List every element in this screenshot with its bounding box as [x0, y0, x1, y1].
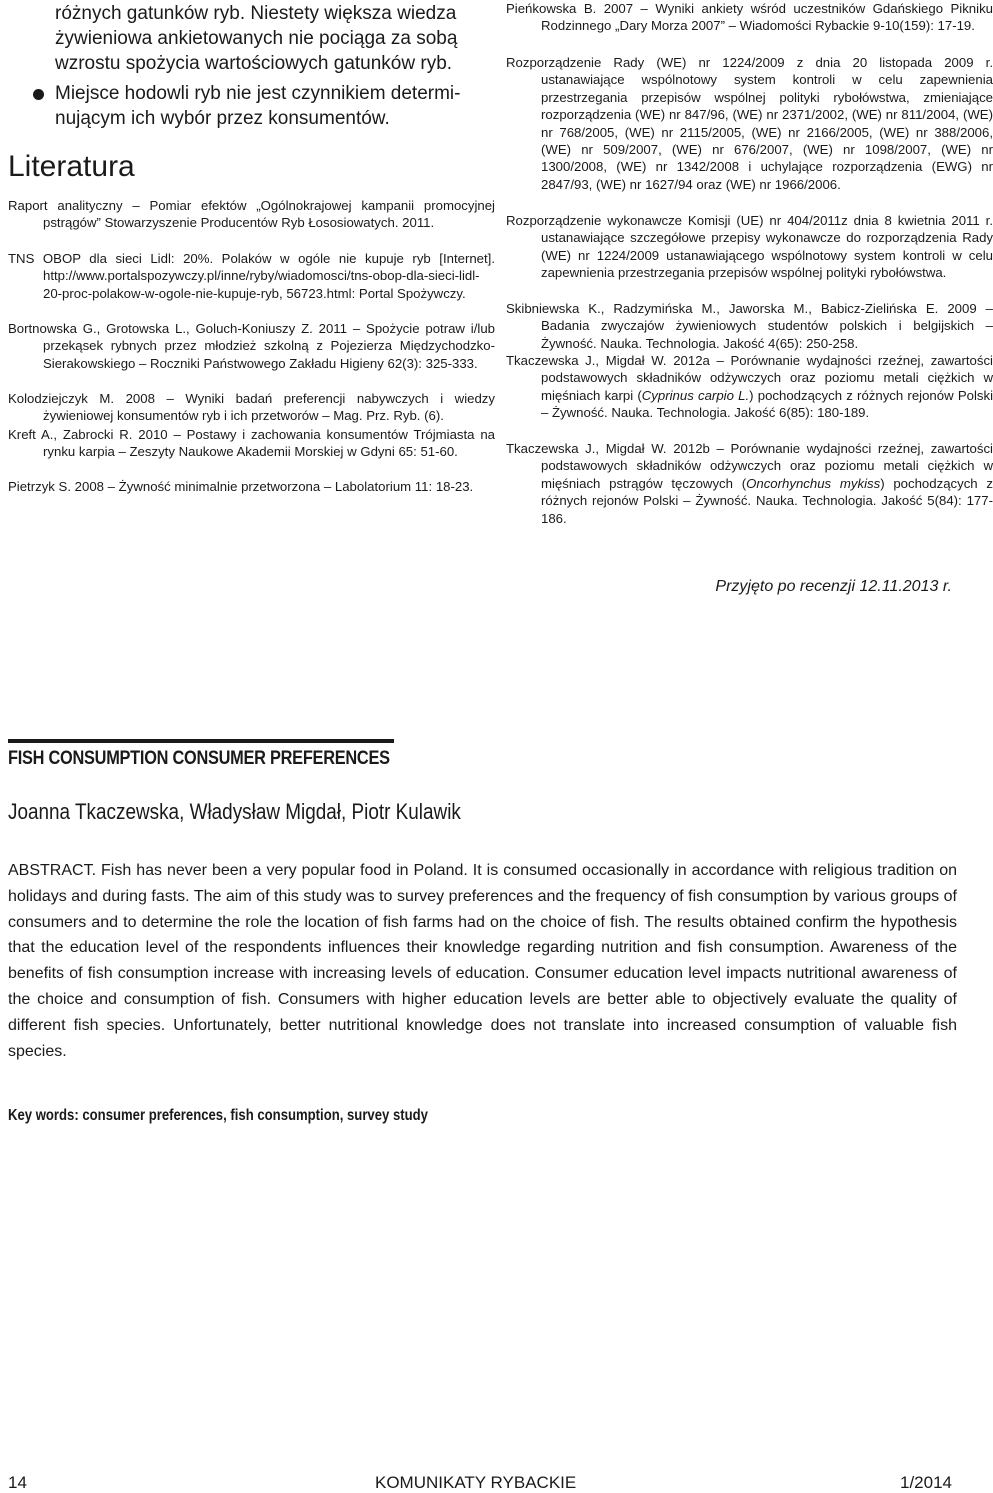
latin-species-name: Cyprinus carpio L. [641, 387, 750, 403]
conclusion-line: żywieniowa ankietowanych nie pociąga za sobą [55, 28, 458, 49]
reference-item: Rozporządzenie wykonawcze Komisji (UE) nr 404/2011z dnia 8 kwietnia 2011 r. ustanawiające szczegółowe przepisy wykonawcze do rozporządzenia Rady (WE) nr 1224/2009 ustanawiającego wspólnotowy system kontroli w celu zapewnienia przestrzegania przepisów wspólnej polityki rybołówstwa. [506, 213, 993, 281]
authors: Joanna Tkaczewska, Władysław Migdał, Piotr Kulawik [8, 799, 461, 824]
reference-item: Bortnowska G., Grotowska L., Goluch-Koniuszy Z. 2011 – Spożycie potraw i/lub przekąsek rybnych przez młodzież szkolną z Pojezierza Międzychodzko-Sierakowskiego – Roczniki Państwowego Zakładu Higieny 62(3): 325-333. [8, 321, 495, 371]
reference-text: Tkaczewska J., Migdał W. 2012b – Porównanie wydajności rzeźnej, zawartości podstawowych składników odżywczych oraz poziomu metali ciężkich w mięśniach pstrągów tęczowych ( [506, 441, 993, 491]
reference-text: ) pochodzących z różnych rejonów Polski – Żywność. Nauka. Technologia. Jakość 6(85): 180-189. [541, 387, 993, 421]
reference-item: Kolodziejczyk M. 2008 – Wyniki badań preferencji nabywczych i wiedzy żywieniowej konsumentów ryb i ich przetworów – Mag. Prz. Ryb. (6). [8, 391, 495, 424]
abstract: ABSTRACT. Fish has never been a very popular food in Poland. It is consumed occasionally in accordance with religious tradition on holidays and during fasts. The aim of this study was to survey preferences and the frequency of fish consumption by various groups of consumers and to determine the role the location of fish farms had on the choice of fish. The results obtained confirm the hypothesis that the education level of the respondents influences their knowledge regarding nutrition and fish consumption. Awareness of the benefits of fish consumption increase with increasing levels of education. Consumer education level impacts nutritional awareness of the choice and consumption of fish. Consumers with higher education levels are better able to objectively evaluate the quality of different fish species. Unfortunately, better nutritional knowledge does not translate into increased consumption of valuable fish species. [8, 862, 957, 1060]
bullet-icon [33, 89, 44, 100]
conclusion-bullet-line: Miejsce hodowli ryb nie jest czynnikiem determi- [55, 83, 461, 104]
reference-item: Raport analityczny – Pomiar efektów „Ogólnokrajowej kampanii promocyjnej pstrągów” Stowarzyszenie Producentów Ryb Łososiowatych. 2011. [8, 198, 495, 231]
reference-item: Skibniewska K., Radzymińska M., Jaworska M., Babicz-Zielińska E. 2009 – Badania zwyczajów żywieniowych studentów polskich i belgijskich – Żywność. Nauka. Technologia. Jakość 4(65): 250-258. [506, 301, 993, 351]
literature-heading: Literatura [8, 150, 135, 183]
keywords: Key words: consumer preferences, fish consumption, survey study [8, 1107, 428, 1124]
english-title: FISH CONSUMPTION CONSUMER PREFERENCES [8, 748, 390, 769]
reference-item [506, 440, 993, 527]
conclusion-bullet-line: nującym ich wybór przez konsumentów. [55, 108, 390, 129]
reference-item: Pietrzyk S. 2008 – Żywność minimalnie przetworzona – Labolatorium 11: 18-23. [8, 479, 474, 494]
page-number: 14 [8, 1473, 27, 1492]
reference-item: TNS OBOP dla sieci Lidl: 20%. Polaków w ogóle nie kupuje ryb [Internet]. http://www.portalspozywczy.pl/inne/ryby/wiadomosci/tns-obop-dla-sieci-lidl-20-proc-polakow-w-ogole-nie-kupuje-ryb, 56723.html: Portal Spożywczy. [8, 251, 495, 301]
conclusion-line: różnych gatunków ryb. Niestety większa wiedza [55, 3, 457, 24]
title-rule [8, 739, 394, 743]
acceptance-note: Przyjęto po recenzji 12.11.2013 r. [715, 578, 952, 595]
reference-item: Rozporządzenie Rady (WE) nr 1224/2009 z dnia 20 listopada 2009 r. ustanawiające wspólnotowy system kontroli w celu zapewnienia przestrzegania przepisów wspólnej polityki rybołówstwa, zmieniające rozporządzenia (WE) nr 847/96, (WE) nr 2371/2002, (WE) nr 811/2004, (WE) nr 768/2005, (WE) nr 2115/2005, (WE) nr 2166/2005, (WE) nr 388/2006, (WE) nr 509/2007, (WE) nr 676/2007, (WE) nr 1098/2007, (WE) nr 1300/2008, (WE) nr 1342/2008 i uchylające rozporządzenia (EWG) nr 2847/93, (WE) nr 1627/94 oraz (WE) nr 1966/2006. [506, 55, 993, 192]
conclusion-line: wzrostu spożycia wartościowych gatunków ryb. [55, 53, 453, 74]
reference-text: ) pochodzących z różnych rejonów Polski – Żywność. Nauka. Technologia. Jakość 5(84): 177-186. [541, 475, 993, 526]
reference-text: Tkaczewska J., Migdał W. 2012a – Porównanie wydajności rzeźnej, zawartości podstawowych składników odżywczych oraz poziomu metali ciężkich w mięśniach karpi ( [506, 353, 993, 403]
issue-number: 1/2014 [900, 1473, 952, 1492]
reference-item [506, 352, 993, 422]
journal-name: KOMUNIKATY RYBACKIE [375, 1473, 577, 1492]
reference-item: Pieńkowska B. 2007 – Wyniki ankiety wśród uczestników Gdańskiego Pikniku Rodzinnego „Dary Morza 2007” – Wiadomości Rybackie 9-10(159): 17-19. [506, 1, 993, 34]
latin-species-name: Oncorhynchus mykiss [746, 475, 881, 491]
reference-item: Kreft A., Zabrocki R. 2010 – Postawy i zachowania konsumentów Trójmiasta na rynku karpia – Zeszyty Naukowe Akademii Morskiej w Gdyni 65: 51-60. [8, 427, 495, 460]
